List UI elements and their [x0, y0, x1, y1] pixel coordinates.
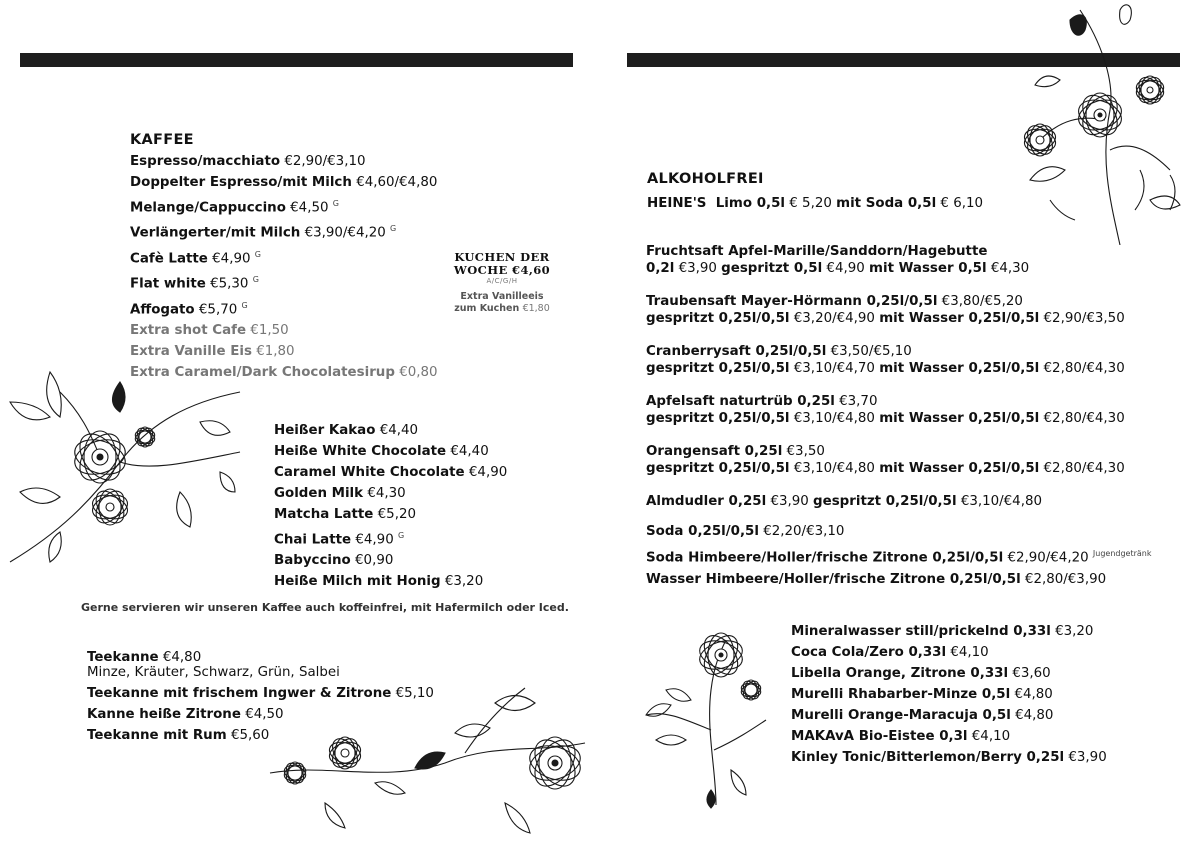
flaschen-item-price: €4,80	[1015, 708, 1054, 723]
heines-part: € 5,20	[785, 196, 837, 211]
soda-tag: Jugendgetränk	[1092, 549, 1152, 558]
kuchen-title-line1: KUCHEN DER	[454, 250, 550, 264]
saft-part: mit Wasser 0,5l	[869, 261, 987, 276]
kakao-item-price: €4,40	[450, 444, 489, 459]
kuchen-title	[446, 251, 558, 277]
alkoholfrei-heading: ALKOHOLFREI	[647, 171, 764, 187]
saft-part: €3,50/€5,10	[826, 344, 912, 359]
flaschen-item-price: €4,10	[971, 729, 1011, 744]
saft-part: gespritzt 0,25l/0,5l	[646, 361, 790, 376]
heines-part: mit Soda 0,5l	[836, 196, 937, 211]
flaschen-item-name: Murelli Orange-Maracuja 0,5l	[791, 708, 1011, 723]
kakao-item-allergen: G	[397, 531, 405, 540]
flaschen-item-price: €3,90	[1068, 750, 1107, 765]
kaffee-item-price: €4,60/€4,80	[356, 175, 438, 190]
flaschen-item	[791, 705, 1107, 726]
kuchen-allergens: A/C/G/H	[486, 277, 518, 285]
kakao-list	[274, 420, 507, 592]
heines-line	[647, 193, 983, 214]
kakao-item-price: €4,90	[468, 465, 508, 480]
kuchen-price: €4,60	[512, 263, 551, 277]
kaffee-item-price: €0,80	[399, 365, 438, 381]
kaffee-item	[130, 193, 438, 218]
tee-item-price: €4,50	[245, 707, 284, 722]
kuchen-extra-line2: zum Kuchen	[454, 303, 520, 314]
kaffee-section	[130, 132, 438, 383]
saft-part: gespritzt 0,25l/0,5l	[646, 461, 790, 476]
saft-line2	[646, 260, 1125, 277]
saft-line1	[646, 393, 1125, 410]
saft-line1	[646, 343, 1125, 360]
kakao-item	[274, 462, 507, 483]
saft-item	[646, 293, 1125, 339]
saft-part: €3,10/€4,80	[789, 411, 880, 426]
kaffee-item-price: €5,70	[198, 302, 238, 318]
flaschen-item	[791, 642, 1107, 663]
saft-part: mit Wasser 0,25l/0,5l	[879, 311, 1040, 326]
saft-part: 0,2l	[646, 261, 675, 276]
soda-item	[646, 521, 1152, 543]
tee-item-name: Teekanne	[87, 650, 159, 665]
saft-part: Cranberrysaft 0,25l/0,5l	[646, 344, 827, 359]
kaffee-item	[130, 172, 438, 193]
flaschen-item-name: Coca Cola/Zero 0,33l	[791, 645, 947, 660]
kaffee-item-price: €1,50	[250, 323, 289, 339]
kaffee-item	[130, 269, 438, 294]
soda-part: Soda Himbeere/Holler/frische Zitrone 0,25l/0,5l	[646, 550, 1004, 566]
kaffee-note: Gerne servieren wir unseren Kaffee auch koffeinfrei, mit Hafermilch oder Iced.	[81, 601, 569, 614]
kakao-item-price: €4,40	[379, 423, 419, 438]
alkoholfrei-section	[647, 171, 983, 214]
kaffee-item-name: Verlängerter/mit Milch	[130, 225, 301, 241]
flaschen-item-name: MAKAvA Bio-Eistee 0,3l	[791, 729, 968, 744]
kakao-item-name: Matcha Latte	[274, 507, 374, 522]
saft-part: mit Wasser 0,25l/0,5l	[879, 461, 1040, 476]
flower-illustration-bottom-left	[265, 683, 595, 848]
kakao-item-name: Chai Latte	[274, 532, 352, 548]
flaschen-item-name: Murelli Rhabarber-Minze 0,5l	[791, 687, 1011, 702]
tee-item-price: €5,60	[230, 728, 270, 743]
saft-part: €3,10/€4,80	[789, 461, 880, 476]
saft-part: gespritzt 0,25l/0,5l	[646, 411, 790, 426]
soda-part: Wasser Himbeere/Holler/frische Zitrone 0,25l/0,5l	[646, 572, 1021, 588]
kakao-item-name: Babyccino	[274, 553, 351, 569]
kaffee-item-price: €5,30	[210, 276, 249, 292]
soda-item	[646, 569, 1152, 591]
saft-part: Apfelsaft naturtrüb 0,25l	[646, 394, 835, 409]
saft-part: €3,10/€4,70	[789, 361, 880, 376]
tee-item-price: €4,80	[162, 650, 202, 665]
flaschen-item-price: €3,20	[1055, 624, 1094, 639]
saft-item	[646, 443, 1125, 489]
kaffee-item	[130, 244, 438, 269]
saft-line1	[646, 443, 1125, 460]
kakao-item	[274, 441, 507, 462]
kaffee-item-price: €4,90	[212, 251, 251, 267]
flower-illustration-top-right	[1000, 0, 1190, 245]
saft-part: gespritzt 0,5l	[721, 261, 823, 276]
heines-part: € 6,10	[936, 196, 984, 211]
saft-part: gespritzt 0,25l/0,5l	[646, 311, 790, 326]
kakao-item	[274, 525, 507, 550]
flaschen-item-price: €3,60	[1012, 666, 1051, 681]
kaffee-item-name: Extra shot Cafe	[130, 323, 247, 339]
kaffee-item-name: Espresso/macchiato	[130, 154, 281, 169]
heines-part: HEINE'S Limo 0,5l	[647, 196, 786, 211]
saft-part: gespritzt 0,25l/0,5l	[813, 494, 957, 509]
soda-part: €2,90/€4,20	[1003, 550, 1089, 566]
kaffee-item	[130, 151, 438, 172]
left-top-bar	[20, 53, 573, 67]
kakao-item-price: €3,20	[444, 574, 484, 590]
kakao-item	[274, 420, 507, 441]
kaffee-item	[130, 295, 438, 320]
saft-part: Almdudler 0,25l	[646, 494, 767, 509]
tee-item-sub: Minze, Kräuter, Schwarz, Grün, Salbei	[87, 665, 340, 680]
kuchen-extra-line1: Extra Vanilleeis	[460, 291, 544, 302]
saefte-list	[646, 243, 1125, 543]
kaffee-item-price: €2,90/€3,10	[284, 154, 366, 169]
kakao-item-name: Golden Milk	[274, 486, 364, 501]
saft-line1	[646, 243, 1125, 260]
saft-part: Traubensaft Mayer-Hörmann 0,25l/0,5l	[646, 294, 938, 309]
saft-part: €2,80/€4,30	[1039, 461, 1125, 476]
saft-item	[646, 343, 1125, 389]
kuchen-extra-price: €1,80	[522, 303, 550, 314]
saft-part: €4,30	[986, 261, 1030, 276]
kakao-item	[274, 483, 507, 504]
soda-list	[646, 521, 1152, 591]
kaffee-item-name: Affogato	[130, 302, 195, 318]
saft-part: €4,90	[822, 261, 870, 276]
kaffee-item-allergen: G	[252, 275, 259, 285]
tee-item-price: €5,10	[395, 686, 434, 701]
kaffee-item-name: Doppelter Espresso/mit Milch	[130, 175, 352, 190]
saft-line2	[646, 410, 1125, 427]
kaffee-item-name: Flat white	[130, 276, 206, 292]
flaschen-item-price: €4,80	[1014, 687, 1053, 702]
saft-part: €2,90/€3,50	[1039, 311, 1125, 326]
saft-line1	[646, 293, 1125, 310]
kaffee-item-allergen: G	[390, 224, 397, 234]
flaschen-item	[791, 621, 1107, 642]
saft-part: €3,10/€4,80	[956, 494, 1042, 509]
kuchen-box	[446, 251, 558, 315]
kaffee-item-allergen: G	[332, 199, 339, 208]
kaffee-heading: KAFFEE	[130, 132, 194, 148]
kakao-item-name: Caramel White Chocolate	[274, 465, 465, 480]
saft-part: mit Wasser 0,25l/0,5l	[879, 361, 1040, 376]
kaffee-item	[130, 320, 438, 341]
kaffee-item-price: €3,90/€4,20	[304, 225, 386, 241]
saft-line2	[646, 460, 1125, 477]
kaffee-item-allergen: G	[254, 249, 261, 259]
tee-item-name: Teekanne mit frischem Ingwer & Zitrone	[87, 686, 392, 701]
soda-part: €2,20/€3,10	[758, 524, 845, 539]
saft-part: Orangensaft 0,25l	[646, 444, 783, 459]
flower-illustration-right-bottom	[636, 620, 776, 810]
soda-part: Soda 0,25l/0,5l	[646, 524, 759, 539]
kakao-item-price: €0,90	[355, 553, 394, 569]
kakao-item	[274, 571, 507, 592]
saft-part: €3,20/€4,90	[789, 311, 880, 326]
kaffee-item-name: Melange/Cappuccino	[130, 200, 286, 216]
flaschen-item-price: €4,10	[950, 645, 989, 660]
flaschen-list	[791, 621, 1107, 768]
kaffee-item	[130, 218, 438, 243]
saft-item	[646, 243, 1125, 289]
kaffee-item-name: Extra Caramel/Dark Chocolatesirup	[130, 365, 395, 381]
saft-part: €3,90	[766, 494, 814, 509]
kakao-item-price: €4,30	[367, 486, 406, 501]
saft-line2	[646, 360, 1125, 377]
kaffee-item-allergen: G	[241, 300, 248, 310]
kakao-item	[274, 504, 507, 525]
flaschen-item	[791, 663, 1107, 684]
soda-item	[646, 543, 1152, 569]
tee-item-name: Kanne heiße Zitrone	[87, 707, 241, 722]
saft-part: €3,70	[834, 394, 878, 409]
kuchen-extra	[446, 291, 558, 315]
kakao-item-name: Heiße White Chocolate	[274, 444, 447, 459]
kaffee-item-price: €1,80	[256, 344, 295, 360]
kakao-item	[274, 550, 507, 571]
kaffee-item-price: €4,50	[290, 200, 329, 216]
saft-line2	[646, 310, 1125, 327]
kuchen-title-line2: WOCHE	[453, 263, 508, 277]
flaschen-item	[791, 726, 1107, 747]
kaffee-item-name: Cafè Latte	[130, 251, 208, 267]
kaffee-list	[130, 151, 438, 383]
saft-part: €3,80/€5,20	[937, 294, 1023, 309]
kakao-item-name: Heißer Kakao	[274, 423, 376, 438]
saft-part: Fruchtsaft Apfel-Marille/Sanddorn/Hagebutte	[646, 244, 988, 259]
saft-part: €2,80/€4,30	[1039, 361, 1125, 376]
saft-part: mit Wasser 0,25l/0,5l	[879, 411, 1040, 426]
flaschen-item	[791, 747, 1107, 768]
flaschen-item-name: Kinley Tonic/Bitterlemon/Berry 0,25l	[791, 750, 1065, 765]
saft-part: €3,50	[782, 444, 825, 459]
saft-part: €2,80/€4,30	[1039, 411, 1125, 426]
soda-part: €2,80/€3,90	[1020, 572, 1107, 588]
flaschen-item-name: Libella Orange, Zitrone 0,33l	[791, 666, 1009, 681]
kaffee-item	[130, 341, 438, 362]
kakao-item-price: €5,20	[377, 507, 416, 522]
flower-illustration-left-middle	[0, 362, 250, 582]
saft-line1	[646, 493, 1125, 510]
kakao-item-name: Heiße Milch mit Honig	[274, 574, 441, 590]
kaffee-item-name: Extra Vanille Eis	[130, 344, 252, 360]
saft-part: €3,90	[674, 261, 722, 276]
saft-item	[646, 393, 1125, 439]
flaschen-item-name: Mineralwasser still/prickelnd 0,33l	[791, 624, 1051, 639]
kakao-item-price: €4,90	[355, 532, 394, 548]
flaschen-item	[791, 684, 1107, 705]
tee-item-name: Teekanne mit Rum	[87, 728, 227, 743]
